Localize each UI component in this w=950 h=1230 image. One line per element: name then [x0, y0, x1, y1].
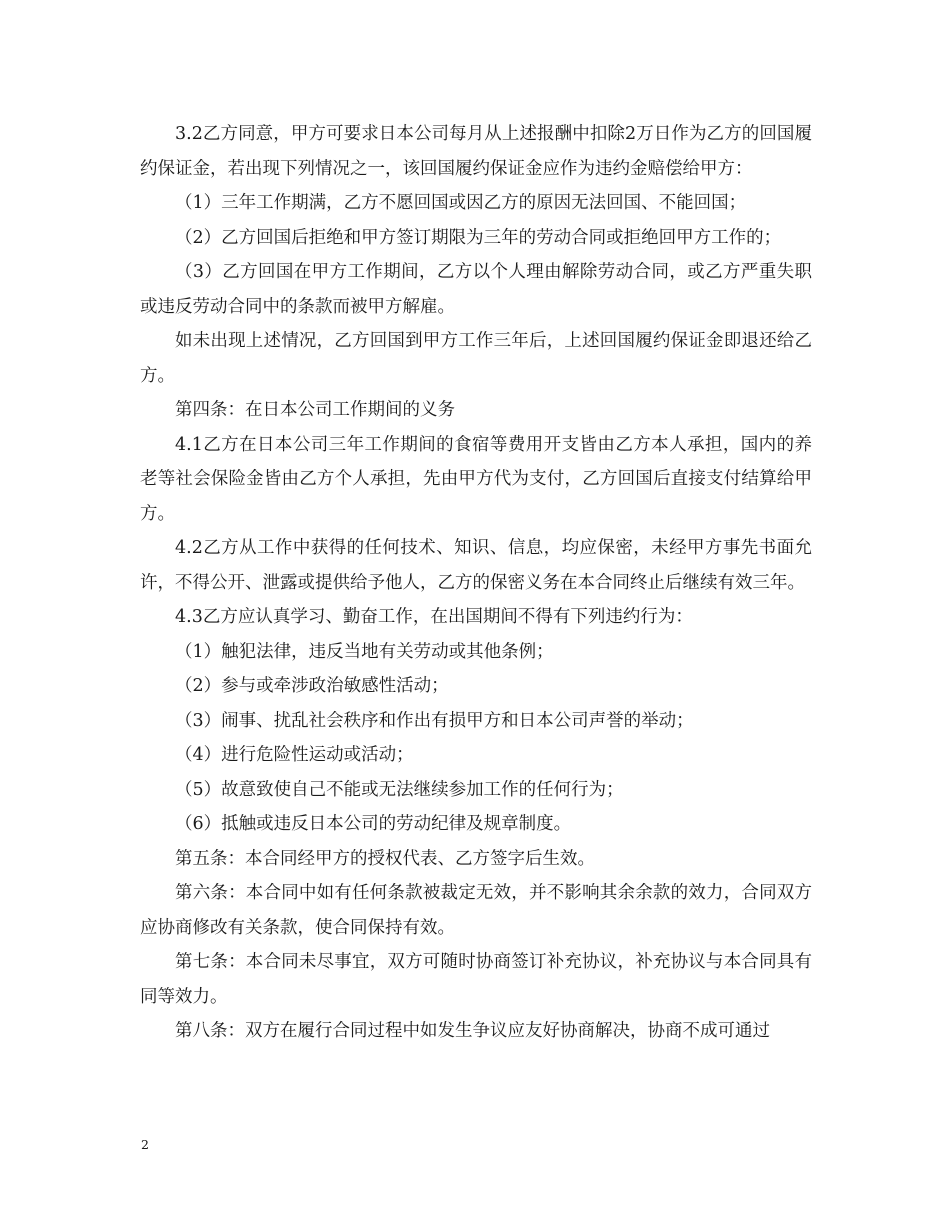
clause-3-2: 3.2乙方同意，甲方可要求日本公司每月从上述报酬中扣除2万日作为乙方的回国履约保证金，若出现下列情况之一，该回国履约保证金应作为违约金赔偿给甲方：	[140, 124, 812, 179]
clause-4-3: 4.3乙方应认真学习、勤奋工作，在出国期间不得有下列违约行为：	[175, 607, 693, 627]
clause-4-3-item-2: （2）参与或牵涉政治敏感性活动；	[175, 676, 449, 696]
clause-4-3-item-4: （4）进行危险性运动或活动；	[175, 745, 414, 765]
article-4-heading: 第四条：在日本公司工作期间的义务	[175, 400, 455, 420]
page-number: 2	[141, 1137, 149, 1152]
clause-4-1: 4.1乙方在日本公司三年工作期间的食宿等费用开支皆由乙方本人承担，国内的养老等社会保险金皆由乙方个人承担，先由甲方代为支付，乙方回国后直接支付结算给甲方。	[140, 434, 812, 524]
clause-4-2: 4.2乙方从工作中获得的任何技术、知识、信息，均应保密，未经甲方事先书面允许，不得公开、泄露或提供给予他人，乙方的保密义务在本合同终止后继续有效三年。	[140, 538, 812, 593]
clause-4-3-item-6: （6）抵触或违反日本公司的劳动纪律及规章制度。	[175, 814, 572, 834]
clause-3-2-item-2: （2）乙方回国后拒绝和甲方签订期限为三年的劳动合同或拒绝回甲方工作的；	[175, 227, 782, 248]
clause-3-2-item-3: （3）乙方回国在甲方工作期间，乙方以个人理由解除劳动合同，或乙方严重失职或违反劳动合同中的条款而被甲方解雇。	[140, 262, 812, 317]
article-5: 第五条：本合同经甲方的授权代表、乙方签字后生效。	[175, 848, 595, 869]
clause-4-3-item-5: （5）故意致使自己不能或无法继续参加工作的任何行为；	[175, 779, 624, 800]
article-7: 第七条：本合同未尽事宜，双方可随时协商签订补充协议，补充协议与本合同具有同等效力。	[140, 952, 812, 1007]
clause-3-2-item-1: （1）三年工作期满，乙方不愿回国或因乙方的原因无法回国、不能回国；	[175, 193, 747, 213]
clause-4-3-item-1: （1）触犯法律，违反当地有关劳动或其他条例；	[175, 641, 554, 662]
article-8: 第八条：双方在履行合同过程中如发生争议应友好协商解决，协商不成可通过	[175, 1021, 770, 1041]
deposit-refund-paragraph: 如未出现上述情况，乙方回国到甲方工作三年后，上述回国履约保证金即退还给乙方。	[140, 331, 812, 386]
clause-4-3-item-3: （3）闹事、扰乱社会秩序和作出有损甲方和日本公司声誉的举动；	[175, 710, 694, 731]
article-6: 第六条：本合同中如有任何条款被裁定无效，并不影响其余余款的效力，合同双方应协商修改有关条款，使合同保持有效。	[140, 883, 812, 938]
document-body	[140, 117, 812, 1049]
